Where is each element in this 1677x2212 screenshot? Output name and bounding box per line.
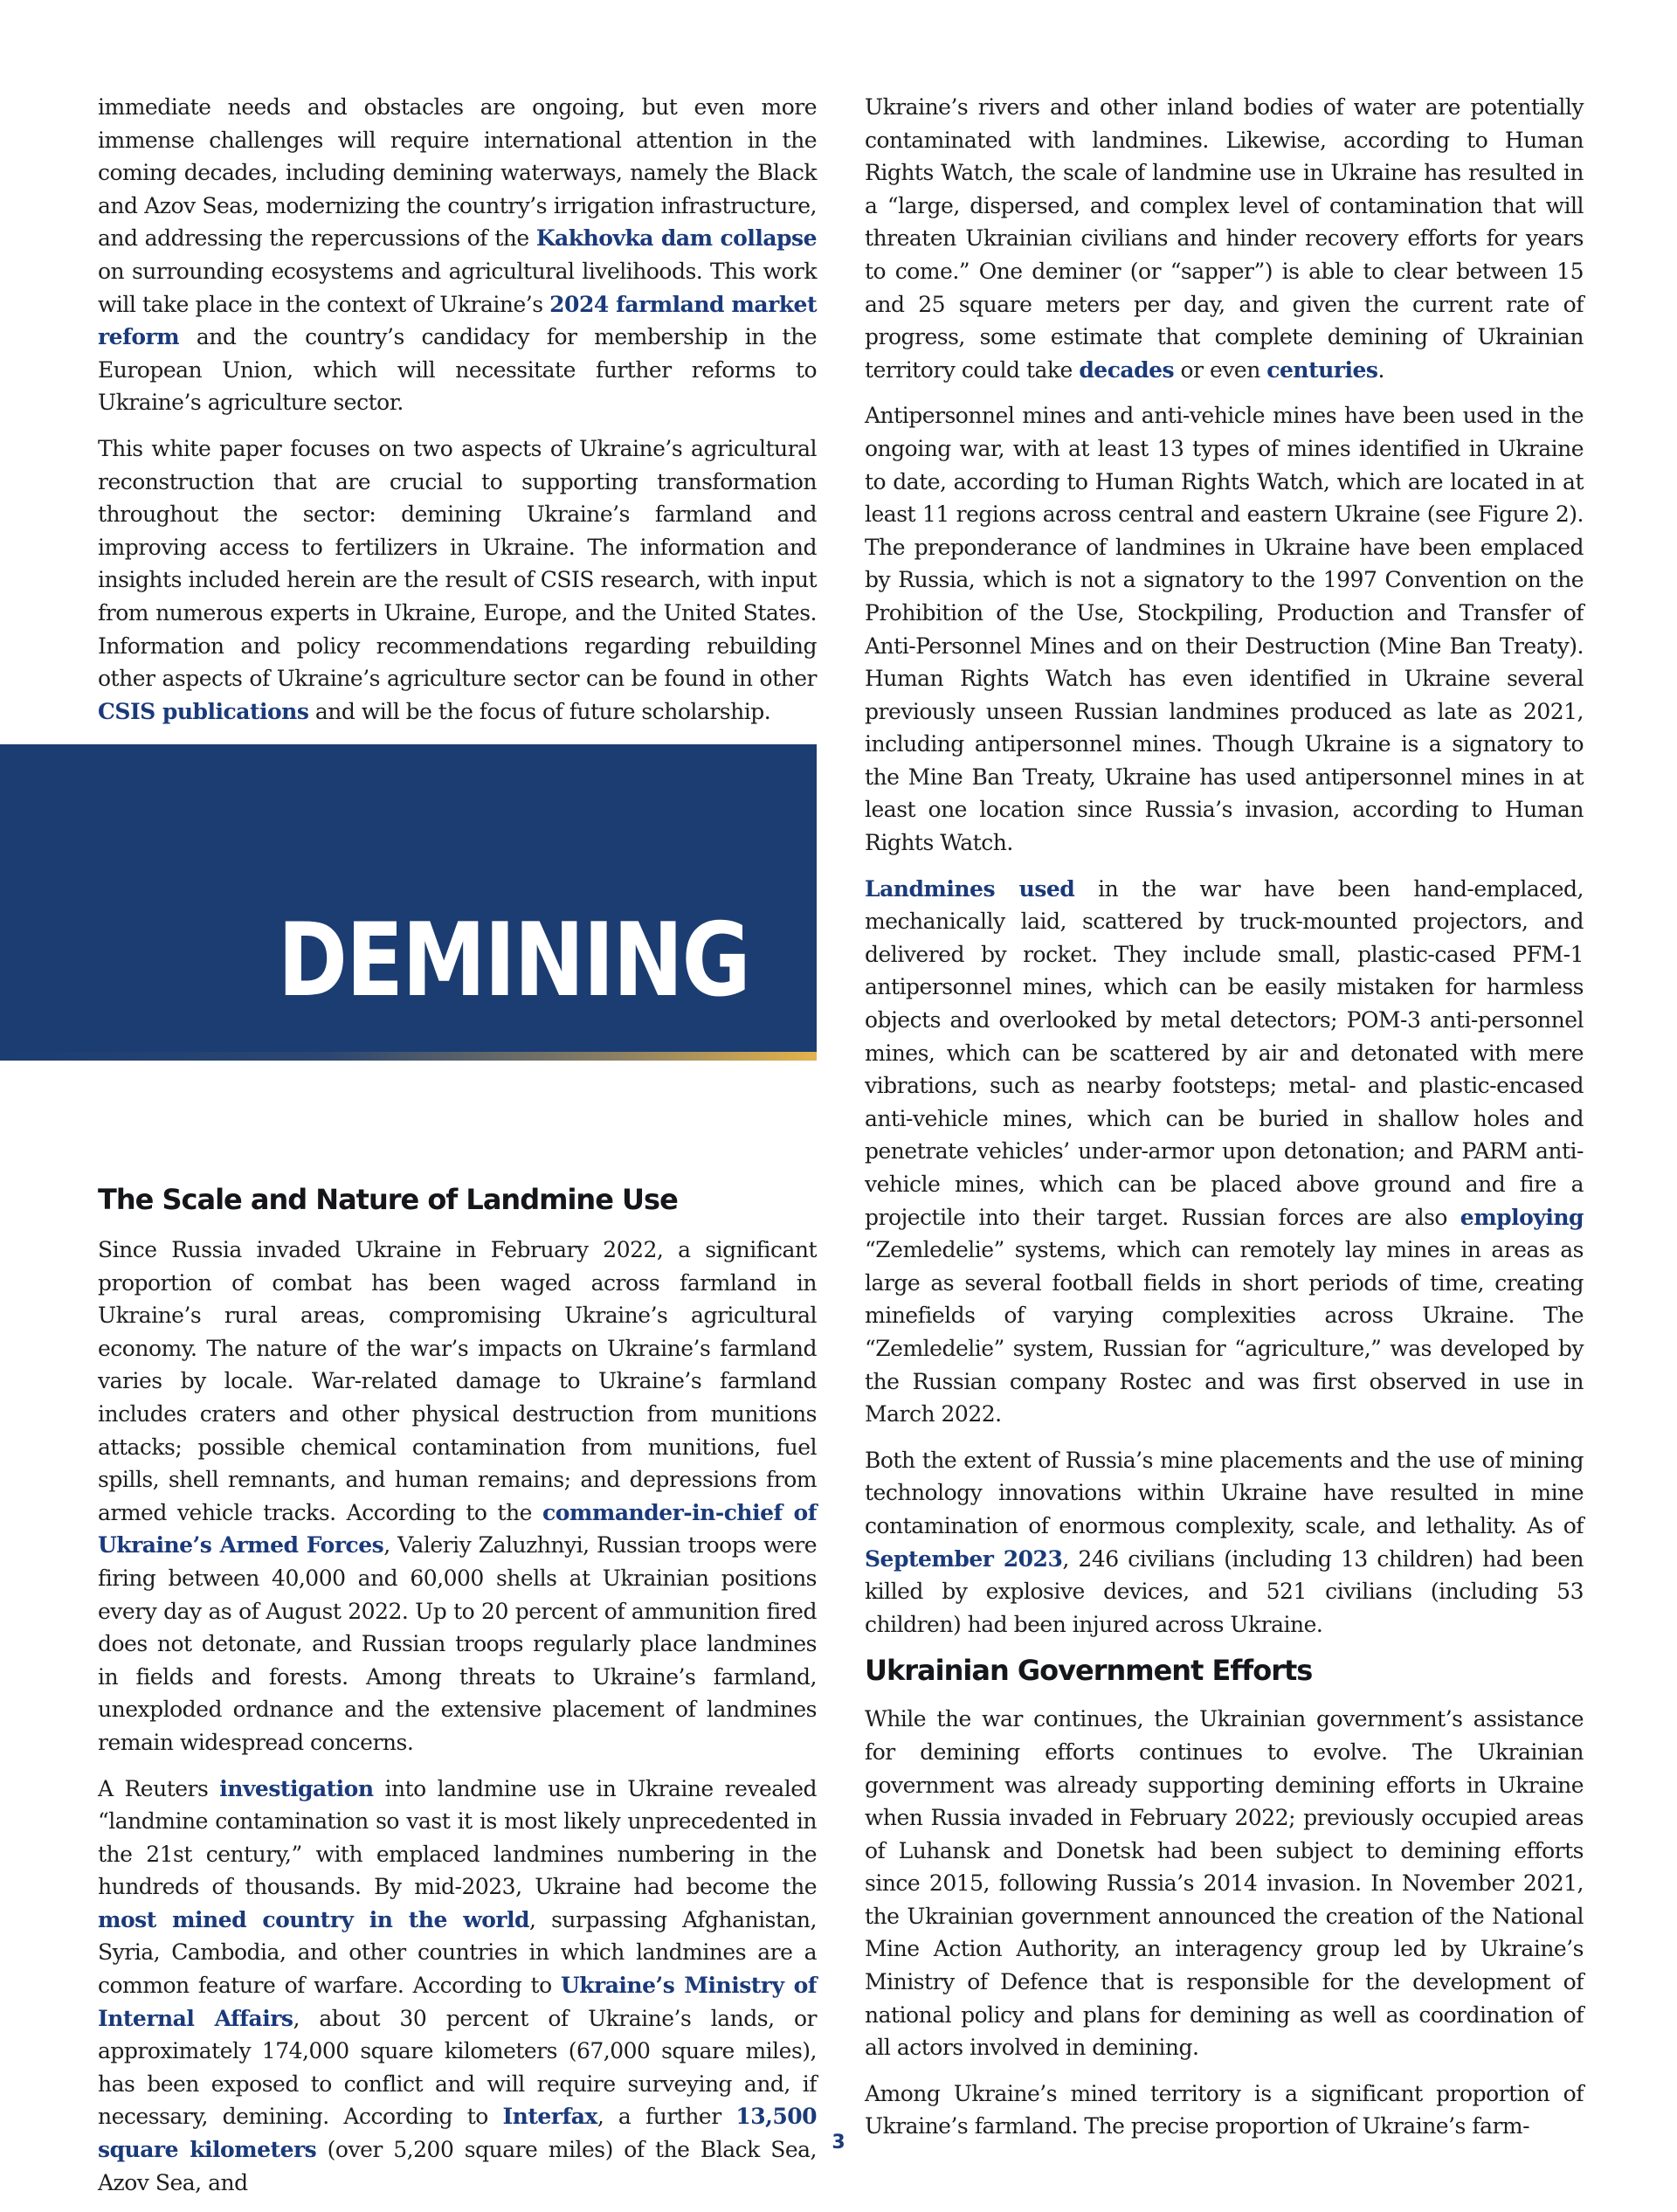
banner-title: DEMINING (278, 902, 750, 1020)
link-commander-in-chief[interactable]: commander-in-chief of Ukraine’s Armed Forces (98, 1499, 817, 1559)
link-ministry-internal-affairs[interactable]: Ukraine’s Ministry of Internal Affairs (98, 1973, 817, 2031)
link-investigation[interactable]: investigation (219, 1775, 374, 1801)
link-centuries[interactable]: centuries (1266, 356, 1378, 383)
link-employing[interactable]: employing (1460, 1204, 1584, 1230)
right-paragraph-3: Landmines used in the war have been hand-emplaced, mechanically laid, scattered by truck-mounted projectors, and delivered by rocket. They include small, plastic-cased PFM-1 antipersonnel mines, which can be easily mistaken for harmless objects and overlooked by metal detectors; POM-3 anti-personnel mines, which can be scattered by air and detonated with mere vibrations, such as nearby footsteps; metal- and plastic-encased anti-vehicle mines, which can be buried in shallow holes and penetrate vehicles’ under-armor upon detonation; and PARM anti-vehicle mines, which can be placed above ground and fire a projectile into their target. Russian forces are also employing “Zemledelie” systems, which can remotely lay mines in areas as large as several football fields in short periods of time, creating minefields of varying complexities across Ukraine. The “Zemledelie” system, Russian for “agriculture,” was developed by the Russian company Rostec and was first observed in use in March 2022. (865, 875, 1584, 1427)
section-banner (0, 744, 817, 1061)
right-paragraph-2: Antipersonnel mines and anti-vehicle mines have been used in the ongoing war, with at least 13 types of mines identified in Ukraine to date, according to Human Rights Watch, which are located in at least 11 regions across central and eastern Ukraine (see Figure 2). The preponderance of landmines in Ukraine have been emplaced by Russia, which is not a signatory to the 1997 Convention on the Prohibition of the Use, Stockpiling, Production and Transfer of Anti-Personnel Mines and on their Destruction (Mine Ban Treaty). Human Rights Watch has even identified in Ukraine several previously unseen Russian landmines produced as late as 2021, including antipersonnel mines. Though Ukraine is a signatory to the Mine Ban Treaty, Ukraine has used antipersonnel mines in at least one location since Russia’s invasion, according to Human Rights Watch. (865, 403, 1584, 856)
section-heading-government-efforts: Ukrainian Government Efforts (865, 1654, 1313, 1688)
section1-paragraph-2: A Reuters investigation into landmine use in Ukraine revealed “landmine contamination so vast it is most likely unprecedented in the 21st century,” with emplaced landmines numbering in the hundreds of thousands. By mid-2023, Ukraine had become the most mined country in the world, surpassing Afghanistan, Syria, Cambodia, and other countries in which landmines are a common feature of warfare. According to Ukraine’s Ministry of Internal Affairs, about 30 percent of Ukraine’s lands, or approximately 174,000 square kilometers (67,000 square miles), has been exposed to conflict and will require surveying and, if necessary, demining. According to Interfax, a further 13,500 square kilometers (over 5,200 square miles) of the Black Sea, Azov Sea, and (98, 1775, 818, 2195)
link-most-mined-country[interactable]: most mined country in the world (98, 1906, 530, 1932)
link-kakhovka-dam-collapse[interactable]: Kakhovka dam collapse (535, 225, 817, 252)
intro-paragraph-2: This white paper focuses on two aspects of Ukraine’s agricultural reconstruction that are crucial to supporting transformation throughout the sector: demining Ukraine’s farmland and improving access to fertilizers in Ukraine. The information and insights included herein are the result of CSIS research, with input from numerous experts in Ukraine, Europe, and the United States. Information and policy recommendations regarding rebuilding other aspects of Ukraine’s agriculture sector can be found in other CSIS publications and will be the focus of future scholarship. (98, 435, 817, 724)
section1-paragraph-1: Since Russia invaded Ukraine in February 2022, a significant proportion of combat has been waged across farmland in Ukraine’s rural areas, compromising Ukraine’s agricultural economy. The nature of the war’s impacts on Ukraine’s farmland varies by locale. War-related damage to Ukraine’s farmland includes craters and other physical destruction from munitions attacks; possible chemical contamination from munitions, fuel spills, shell remnants, and human remains; and depressions from armed vehicle tracks. According to the commander-in-chief of Ukraine’s Armed Forces, Valeriy Zaluzhnyi, Russian troops were firing between 40,000 and 60,000 shells at Ukrainian positions every day as of August 2022. Up to 20 percent of ammunition fired does not detonate, and Russian troops regularly place landmines in fields and forests. Among threats to Ukraine’s farmland, unexploded ordnance and the extensive placement of landmines remain widespread concerns. (98, 1237, 817, 1755)
right-paragraph-4: Both the extent of Russia’s mine placements and the use of mining technology innovations within Ukraine have resulted in mine contamination of enormous complexity, scale, and lethality. As of September 2023, 246 civilians (including 13 children) had been killed by explosive devices, and 521 civilians (including 53 children) had been injured across Ukraine. (865, 1447, 1584, 1637)
right-paragraph-1: Ukraine’s rivers and other inland bodies of water are potentially contaminated with landmines. Likewise, according to Human Rights Watch, the scale of landmine use in Ukraine has resulted in a “large, dispersed, and complex level of contamination that will threaten Ukrainian civilians and hinder recovery efforts for years to come.” One deminer (or “sapper”) is able to clear between 15 and 25 square meters per day, and given the current rate of progress, some estimate that complete demining of Ukrainian territory could take decades or even centuries. (865, 94, 1584, 383)
link-13500-square-kilometers[interactable]: 13,500 square kilometers (98, 2104, 818, 2163)
intro-column (98, 91, 817, 741)
page-number: 3 (832, 2132, 845, 2153)
section-heading-landmine-use: The Scale and Nature of Landmine Use (98, 1183, 678, 1216)
intro-paragraph-1: immediate needs and obstacles are ongoing, but even more immense challenges will require international attention in the coming decades, including demining waterways, namely the Black and Azov Seas, modernizing the country’s irrigation infrastructure, and addressing the repercussions of the Kakhovka dam collapse on surrounding ecosystems and agricultural livelihoods. This work will take place in the context of Ukraine’s 2024 farmland market reform and the country’s candidacy for membership in the European Union, which will necessitate further reforms to Ukraine’s agriculture sector. (98, 94, 818, 416)
right-paragraph-6: Among Ukraine’s mined territory is a significant proportion of Ukraine’s farmland. The precise proportion of Ukraine’s farm- (865, 2080, 1584, 2139)
link-decades[interactable]: decades (1079, 356, 1175, 383)
link-2024-farmland-market-reform[interactable]: 2024 farmland market reform (98, 291, 818, 350)
section1-column (98, 1183, 817, 2212)
link-september-2023[interactable]: September 2023 (865, 1545, 1063, 1572)
banner-gradient-bar (0, 1052, 817, 1061)
link-csis-publications[interactable]: CSIS publications (98, 698, 309, 724)
link-landmines-used[interactable]: Landmines used (865, 875, 1075, 902)
right-paragraph-5: While the war continues, the Ukrainian government’s assistance for demining efforts continues to evolve. The Ukrainian government was already supporting demining efforts in Ukraine when Russia invaded in February 2022; previously occupied areas of Luhansk and Donetsk had been subject to demining efforts since 2015, following Russia’s 2014 invasion. In November 2021, the Ukrainian government announced the creation of the National Mine Action Authority, an interagency group led by Ukraine’s Ministry of Defence that is responsible for the development of national policy and plans for demining as well as coordination of all actors involved in demining. (865, 1706, 1584, 2061)
link-interfax[interactable]: Interfax (502, 2104, 597, 2130)
right-column (865, 91, 1584, 2156)
